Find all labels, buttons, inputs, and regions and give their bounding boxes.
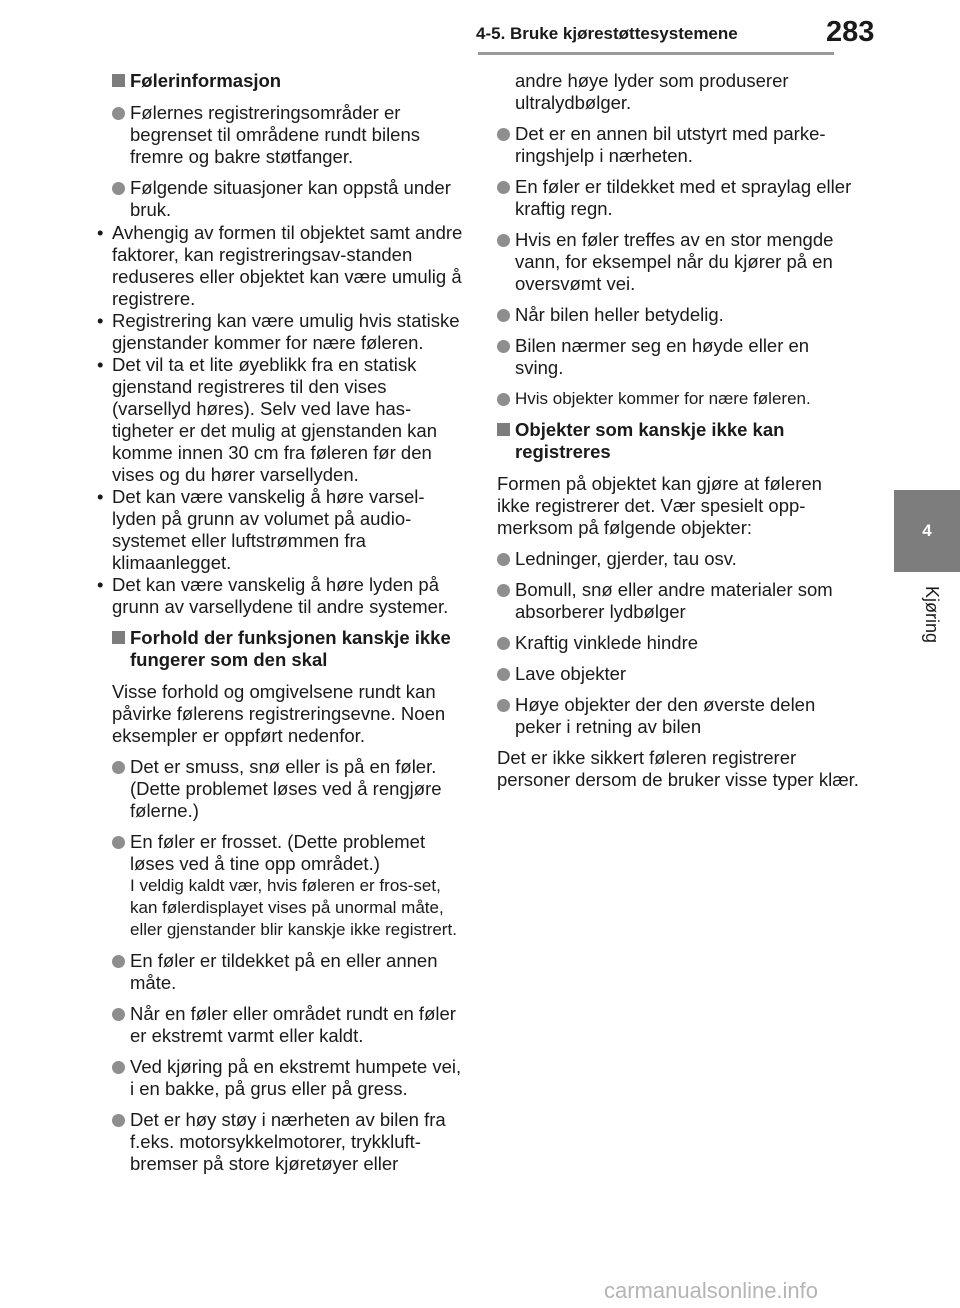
sub-item-text: Det kan være vanskelig å høre lyden på grunn av varsellydene til andre systemer. xyxy=(112,574,449,617)
circle-bullet-icon xyxy=(497,584,510,597)
list-item xyxy=(112,1003,468,1047)
list-item-text: En føler er frosset. (Dette problemet løses ved å tine opp området.) xyxy=(130,831,426,874)
list-item xyxy=(497,123,859,167)
heading-text: Objekter som kanskje ikke kan registreres xyxy=(515,419,785,462)
square-bullet-icon xyxy=(112,74,125,87)
list-item-text: Det er smuss, snø eller is på en føler. (Dette problemet løses ved å rengjøre følerne.) xyxy=(130,756,442,821)
list-item xyxy=(497,304,859,326)
list-item-text: Når en føler eller området rundt en føler er ekstremt varmt eller kaldt. xyxy=(130,1003,456,1046)
chapter-number-tab: 4 xyxy=(894,490,960,572)
circle-bullet-icon xyxy=(112,107,125,120)
left-column xyxy=(97,70,468,1184)
circle-bullet-icon xyxy=(497,309,510,322)
list-item-text: Ledninger, gjerder, tau osv. xyxy=(515,548,737,569)
list-item-text: Ved kjøring på en ekstremt humpete vei, i en bakke, på grus eller på gress. xyxy=(130,1056,462,1099)
header-divider xyxy=(478,52,834,55)
list-item-text: Hvis en føler treffes av en stor mengde vann, for eksempel når du kjører på en oversvømt vei. xyxy=(515,229,834,294)
sub-list-item xyxy=(94,354,468,486)
list-item-text: Når bilen heller betydelig. xyxy=(515,304,724,325)
list-item xyxy=(112,102,468,168)
sub-list-item xyxy=(94,222,468,310)
list-item-text: Høye objekter der den øverste delen peker i retning av bilen xyxy=(515,694,816,737)
square-bullet-icon xyxy=(112,631,125,644)
list-item-text: En føler er tildekket på en eller annen måte. xyxy=(130,950,438,993)
list-item-text: En føler er tildekket med et spraylag eller kraftig regn. xyxy=(515,176,852,219)
square-bullet-icon xyxy=(497,423,510,436)
sub-item-text: Det vil ta et lite øyeblikk fra en statisk gjenstand registreres til den vises (varsellyd høres). Selv ved lave has-tigheter er det mulig at gjenstanden kan komme innen 30 cm fra føleren før den vises og du hører varsellyden. xyxy=(112,354,437,485)
list-item-text: Det er en annen bil utstyrt med parke-ringshjelp i nærheten. xyxy=(515,123,826,166)
list-item-text: Bilen nærmer seg en høyde eller en sving. xyxy=(515,335,810,378)
list-item xyxy=(112,1056,468,1100)
paragraph: Det er ikke sikkert føleren registrerer personer dersom de bruker visse typer klær. xyxy=(497,747,859,790)
page-header xyxy=(0,0,960,62)
list-item xyxy=(497,388,859,410)
watermark: carmanualsonline.info xyxy=(604,1278,819,1303)
dash-bullet-icon: • xyxy=(97,574,104,595)
circle-bullet-icon xyxy=(497,637,510,650)
sub-item-text: Avhengig av formen til objektet samt andre faktorer, kan registreringsav-standen reduseres eller objektet kan være umulig å registrere. xyxy=(112,222,463,309)
circle-bullet-icon xyxy=(112,182,125,195)
circle-bullet-icon xyxy=(497,340,510,353)
circle-bullet-icon xyxy=(497,553,510,566)
section-heading xyxy=(112,627,468,671)
section-heading xyxy=(497,419,859,463)
circle-bullet-icon xyxy=(497,181,510,194)
page-number: 283 xyxy=(826,16,875,48)
dash-bullet-icon: • xyxy=(97,354,104,375)
chapter-label: Kjøring xyxy=(922,586,942,644)
list-item xyxy=(112,950,468,994)
list-item xyxy=(497,663,859,685)
list-item-text: Hvis objekter kommer for nære føleren. xyxy=(515,389,811,408)
list-item xyxy=(497,548,859,570)
circle-bullet-icon xyxy=(497,699,510,712)
list-item xyxy=(497,335,859,379)
circle-bullet-icon xyxy=(112,1061,125,1074)
list-item-text: Lave objekter xyxy=(515,663,627,684)
section-title: 4-5. Bruke kjørestøttesystemene xyxy=(476,24,738,43)
list-item-text: Kraftig vinklede hindre xyxy=(515,632,699,653)
circle-bullet-icon xyxy=(497,128,510,141)
list-item xyxy=(497,694,859,738)
sub-list-item xyxy=(94,574,468,618)
sub-list-item xyxy=(94,310,468,354)
heading-text: Forhold der funksjonen kanskje ikke fungerer som den skal xyxy=(130,627,451,670)
list-item xyxy=(112,177,468,221)
circle-bullet-icon xyxy=(112,761,125,774)
list-item xyxy=(497,229,859,295)
list-item xyxy=(497,176,859,220)
sub-item-text: Registrering kan være umulig hvis statiske gjenstander kommer for nære føleren. xyxy=(112,310,460,353)
circle-bullet-icon xyxy=(497,393,510,406)
list-item-text: Følgende situasjoner kan oppstå under bruk. xyxy=(130,177,451,220)
paragraph: Visse forhold og omgivelsene rundt kan påvirke følerens registreringsevne. Noen eksempler er oppført nedenfor. xyxy=(112,681,446,746)
list-item-text: Bomull, snø eller andre materialer som absorberer lydbølger xyxy=(515,579,833,622)
circle-bullet-icon xyxy=(497,668,510,681)
section-heading xyxy=(112,70,468,92)
dash-bullet-icon: • xyxy=(97,222,104,243)
circle-bullet-icon xyxy=(497,234,510,247)
circle-bullet-icon xyxy=(112,836,125,849)
list-item xyxy=(497,632,859,654)
dash-bullet-icon: • xyxy=(97,310,104,331)
sub-item-text: Det kan være vanskelig å høre varsel-lyden på grunn av volumet på audio-systemet eller luftstrømmen fra klimaanlegget. xyxy=(112,486,425,573)
list-item xyxy=(112,756,468,822)
circle-bullet-icon xyxy=(112,1114,125,1127)
circle-bullet-icon xyxy=(112,1008,125,1021)
list-item xyxy=(497,579,859,623)
paragraph: Formen på objektet kan gjøre at føleren ikke registrerer det. Vær spesielt opp-merksom på følgende objekter: xyxy=(497,473,822,538)
sub-list-item xyxy=(94,486,468,574)
list-item-continuation: andre høye lyder som produserer ultralydbølger. xyxy=(515,70,789,113)
right-column xyxy=(497,70,859,800)
heading-text: Følerinformasjon xyxy=(130,70,282,91)
circle-bullet-icon xyxy=(112,955,125,968)
list-item xyxy=(112,1109,468,1175)
list-item-text: Det er høy støy i nærheten av bilen fra f.eks. motorsykkelmotorer, trykkluft-bremser på store kjøretøyer eller xyxy=(130,1109,446,1174)
list-item xyxy=(112,831,468,941)
list-item-note: I veldig kaldt vær, hvis føleren er fros-set, kan følerdisplayet vises på unormal måte, eller gjenstander blir kanskje ikke registrert. xyxy=(130,876,457,939)
list-item-text: Følernes registreringsområder er begrenset til områdene rundt bilens fremre og bakre støtfanger. xyxy=(130,102,421,167)
dash-bullet-icon: • xyxy=(97,486,104,507)
